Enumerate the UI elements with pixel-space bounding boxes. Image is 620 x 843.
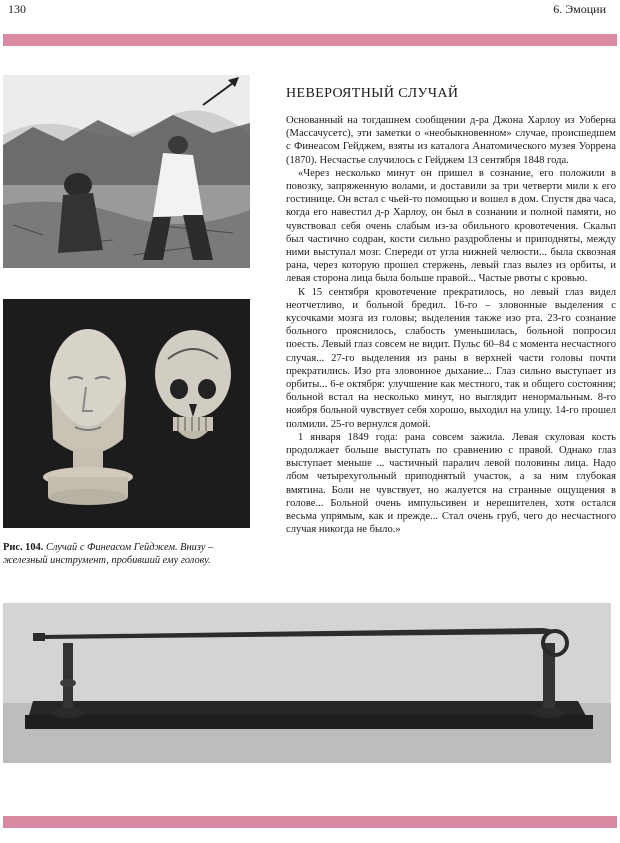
paragraph: К 15 сентября кровотечение прекратилось, но левый глаз видел неотчетливо, и больной бредил. 16-го – зловонные выделения с кусочками мозга из головы; выделения также изо рта. 23-го сознание больного прояснилось, слабость уменьшилась, больной попросил поесть. Левый глаз совсем не видит. Пульс 60–84 с момента несчастного случая... 27-го выделения из раны в верхней части головы почти прекратились. Изо рта зловонное дыхание... Глаз сильно выступает из орбиты... 6-е октября: улучшение как местного, так и общего состояния; больной встал на несколько минут, но выглядит ненормальным. 8-го ноября больной чувствует себя хорошо, выходил на улицу. 14-го прошел полмили. 25-го вернулся домой.	[286, 286, 616, 430]
page-number: 130	[8, 2, 26, 16]
paragraph: «Через несколько минут он пришел в сознание, его положили в повозку, запряженную волами, и доставили за три четверти мили к его гостинице. Он встал с чьей-то помощью и вошел в дом. Спустя два часа, когда его навестил д-р Харлоу, он был в сознании и полной памяти, но чувствовал себя очень слабым из-за обильного кровотечения. Скальп был частично содран, кости сильно раздроблены и приподняты, между ними выступал мозг. Спереди от угла нижней челюсти... была сквозная рана, через которую прошел стержень, левый глаз вылез из орбиты, и левая сторона лица была больше правой... Частые рвоты с кровью.	[286, 167, 616, 285]
paragraph: 1 января 1849 года: рана совсем зажила. Левая скуловая кость продолжает больше выступать по сравнению с правой. Однако глаз выступает меньше ... частичный паралич левой половины лица. Надо лбом четырехугольный приподнятый участок, а за ним глубокая вмятина. Боли не чувствует, но жалуется на странные ощущения в голове... Больной очень импульсивен и нерешителен, хотя остался весьма упрямым, как и прежде... Стал очень груб, чего до несчастного случая никогда не было.»	[286, 431, 616, 536]
accident-illustration	[3, 75, 250, 268]
mask-and-skull-photo	[3, 299, 250, 528]
top-decorative-band	[3, 34, 617, 46]
figure-caption	[3, 541, 245, 567]
figure-caption-text: Случай с Финеасом Гейджем. Внизу – железный инструмент, пробивший ему голову.	[3, 542, 214, 566]
article-body	[286, 114, 616, 537]
figure-label: Рис. 104.	[3, 542, 44, 553]
chapter-title: 6. Эмоции	[553, 2, 606, 16]
iron-bar-photo	[3, 603, 611, 763]
paragraph: Основанный на тогдашнем сообщении д-ра Джона Харлоу из Уоберна (Массачусетс), эти заметки о «необыкновенном» случае, происшедшем с Финеасом Гейджем, взяты из каталога Анатомического музея Уоррена (1870). Несчастье случилось с Гейджем 13 сентября 1848 года.	[286, 115, 616, 166]
bottom-decorative-band	[3, 816, 617, 828]
article-title: НЕВЕРОЯТНЫЙ СЛУЧАЙ	[286, 86, 459, 101]
